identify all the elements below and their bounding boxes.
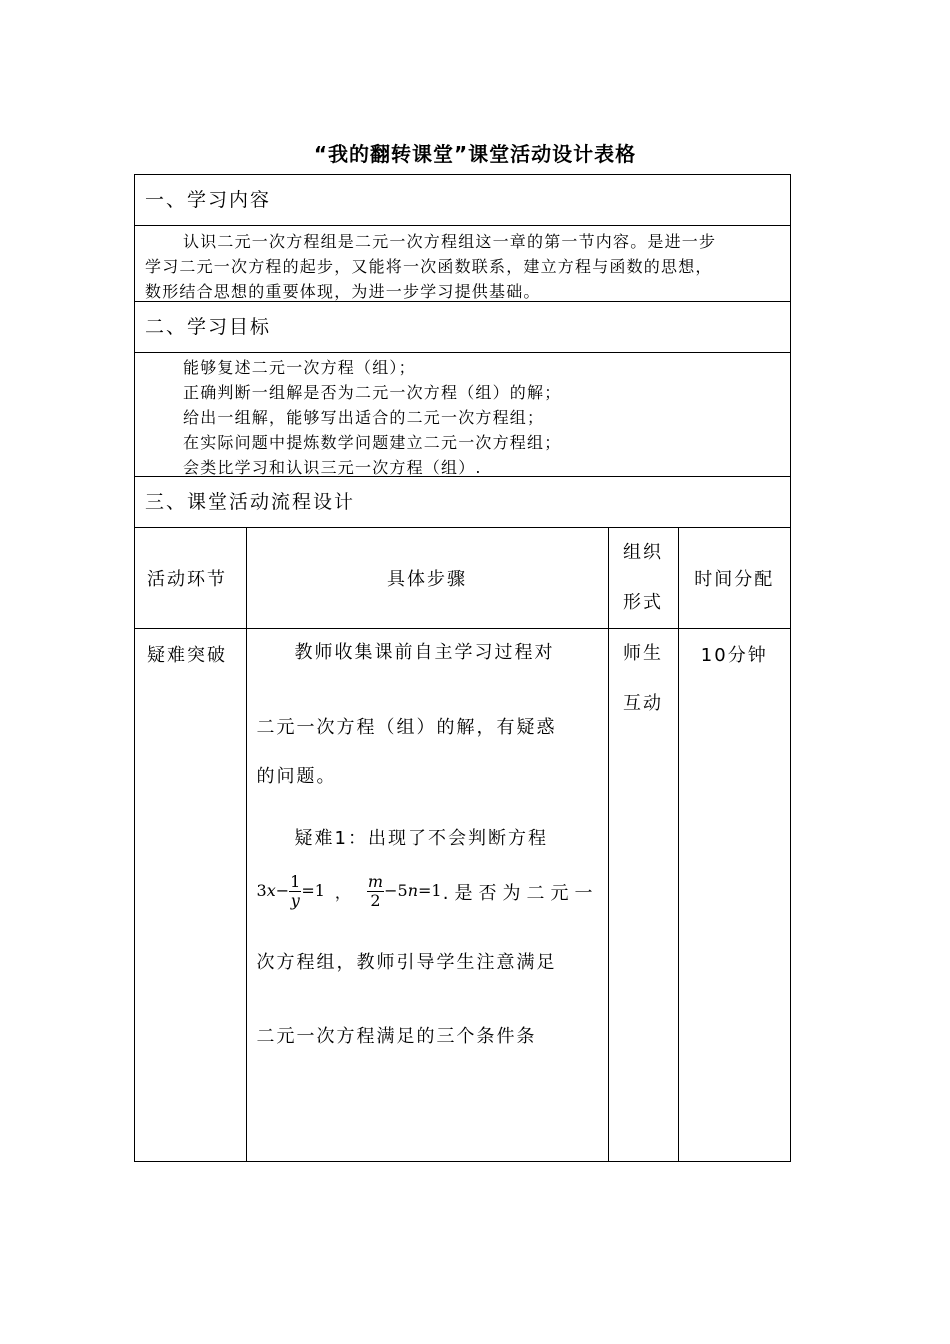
formula2-numerator: m	[367, 872, 384, 891]
formula2-equals: =1	[418, 881, 442, 900]
content-line-1: 认识二元一次方程组是二元一次方程组这一章的第一节内容。是进一步	[183, 232, 717, 251]
cell-stage: 疑难突破	[135, 629, 246, 1162]
steps-para-2: 疑难1：出现了不会判断方程	[294, 828, 548, 849]
steps-para-1b: 二元一次方程（组）的解，有疑惑	[256, 717, 557, 738]
column-header-org-line2: 形式	[623, 592, 663, 613]
formula-tail-text: .是否为二元一	[442, 882, 599, 904]
formula1-fraction	[289, 873, 301, 910]
page-title: “我的翻转课堂”课堂活动设计表格	[313, 142, 637, 166]
section-heading-flow: 三、课堂活动流程设计	[135, 477, 790, 528]
goal-item: 在实际问题中提炼数学问题建立二元一次方程组；	[183, 433, 562, 452]
steps-para-4: 二元一次方程满足的三个条件条	[256, 1026, 537, 1047]
formula1-minus: −	[275, 881, 290, 900]
section-heading-content: 一、学习内容	[135, 175, 790, 226]
flow-table	[135, 528, 790, 1161]
goal-item: 正确判断一组解是否为二元一次方程（组）的解；	[183, 383, 562, 402]
formula-1	[257, 873, 325, 910]
formula2-fraction	[367, 873, 384, 910]
cell-org-line2: 互动	[623, 693, 663, 714]
formula2-minus: −5	[384, 881, 408, 900]
column-header-stage: 活动环节	[135, 528, 246, 629]
column-header-org-line1: 组织	[623, 542, 663, 563]
steps-para-1a: 教师收集课前自主学习过程对	[294, 642, 555, 663]
column-header-time: 时间分配	[678, 528, 790, 629]
section-heading-goals: 二、学习目标	[135, 302, 790, 353]
formula-line	[257, 851, 598, 951]
section-goals-body	[135, 353, 790, 477]
goal-item: 给出一组解，能够写出适合的二元一次方程组；	[183, 408, 545, 427]
section-content-body	[135, 226, 790, 302]
formula1-numerator: 1	[290, 872, 301, 891]
formula-comma: ，	[334, 883, 351, 902]
formula1-coef: 3	[256, 881, 267, 900]
content-line-2: 学习二元一次方程的起步，又能将一次函数联系，建立方程与函数的思想，	[145, 257, 713, 276]
formula1-denominator: y	[290, 891, 300, 910]
activity-design-table	[134, 174, 791, 1162]
table-header-row	[135, 528, 790, 629]
formula2-var: n	[407, 881, 418, 900]
cell-time: 10分钟	[700, 645, 768, 666]
goal-item: 能够复述二元一次方程（组）；	[183, 358, 416, 377]
column-header-steps: 具体步骤	[246, 528, 608, 629]
formula1-equals: =1	[301, 881, 325, 900]
formula-row	[257, 873, 599, 910]
formula2-denominator: 2	[370, 891, 381, 910]
steps-para-1c: 的问题。	[256, 766, 337, 787]
cell-steps	[246, 629, 608, 1162]
column-header-organization	[608, 528, 678, 629]
cell-organization	[608, 629, 678, 1162]
cell-org-line1: 师生	[623, 643, 663, 664]
table-row	[135, 629, 790, 1162]
goal-item: 会类比学习和认识三元一次方程（组）.	[183, 458, 482, 477]
content-line-3: 数形结合思想的重要体现，为进一步学习提供基础。	[145, 282, 541, 301]
formula1-var: x	[266, 881, 276, 900]
steps-para-3: 次方程组，教师引导学生注意满足	[256, 952, 557, 973]
formula-2	[367, 873, 442, 910]
